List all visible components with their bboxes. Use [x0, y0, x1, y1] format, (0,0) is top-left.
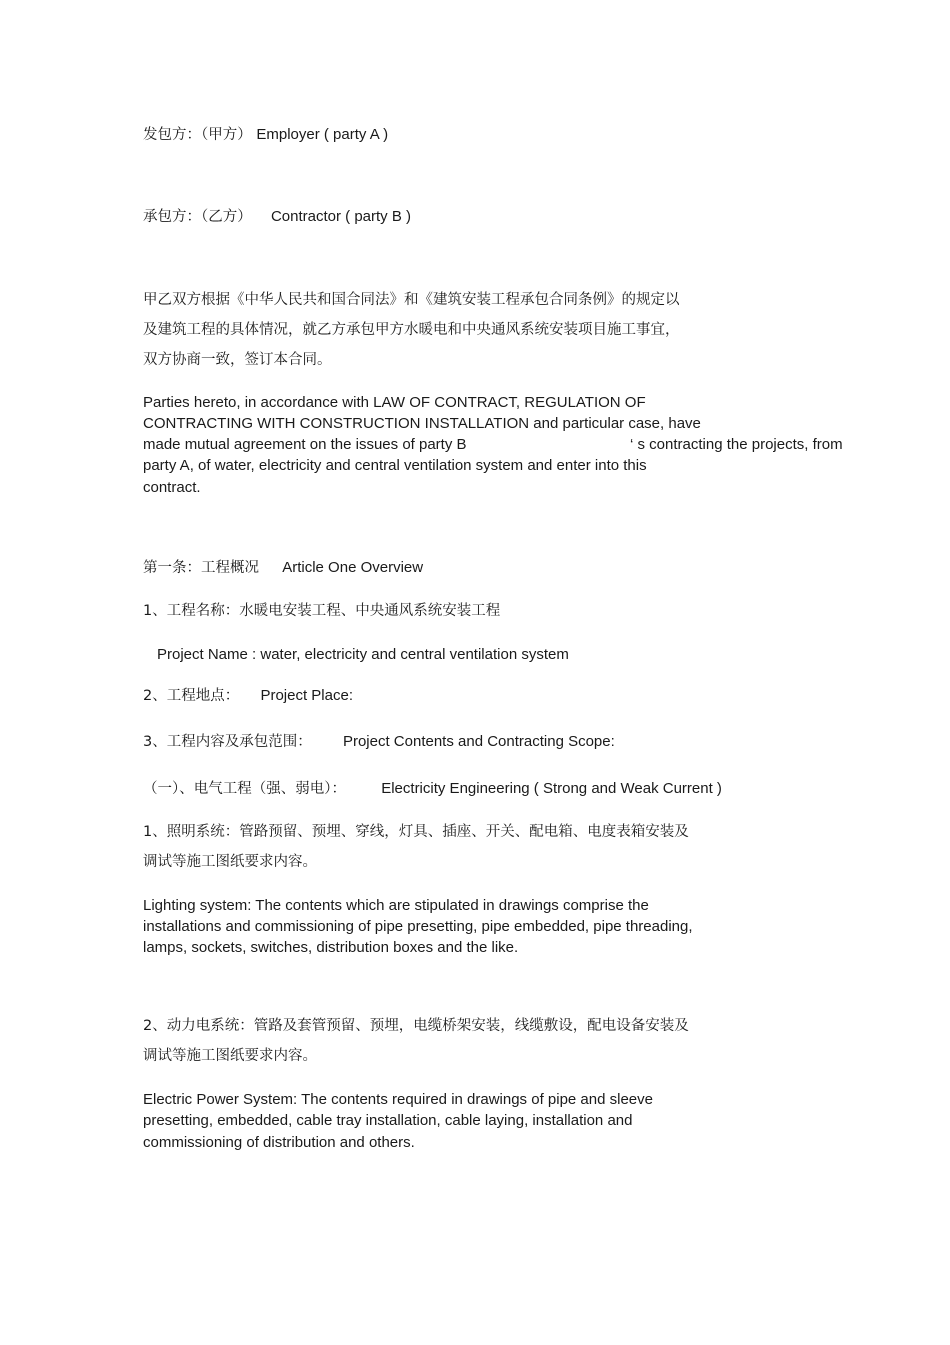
- employer-label-en: Employer ( party A ): [256, 126, 389, 143]
- intro-cn-line-2: 及建筑工程的具体情况，就乙方承包甲方水暖电和中央通风系统安装项目施工事宜，: [143, 322, 680, 338]
- intro-cn-line-3: 双方协商一致，签订本合同。: [143, 352, 332, 368]
- employer-line: [143, 124, 388, 146]
- power-en-line-3: commissioning of distribution and others.: [143, 1134, 415, 1151]
- intro-en-line-4: party A, of water, electricity and central ventilation system and enter into this: [143, 457, 647, 474]
- project-place-line: [143, 685, 353, 707]
- project-contents-cn: 3、工程内容及承包范围：: [143, 734, 312, 750]
- electricity-engineering-en: Electricity Engineering ( Strong and Weak Current ): [381, 780, 722, 797]
- intro-en-line-5: contract.: [143, 479, 201, 496]
- employer-label-cn: 发包方：（甲方）: [143, 127, 252, 143]
- project-contents-line: [143, 731, 615, 753]
- project-contents-en: Project Contents and Contracting Scope:: [342, 733, 615, 750]
- article-one-heading: [143, 557, 423, 579]
- lighting-en-line-1: Lighting system: The contents which are stipulated in drawings comprise the: [143, 897, 649, 914]
- project-place-en: Project Place:: [260, 687, 353, 704]
- power-cn-line-1: 2、动力电系统：管路及套管预留、预埋，电缆桥架安装，线缆敷设，配电设备安装及: [143, 1018, 689, 1034]
- electricity-engineering-cn: （一）、电气工程（强、弱电）：: [143, 781, 346, 797]
- intro-en-line-1: Parties hereto, in accordance with LAW OF CONTRACT, REGULATION OF: [143, 394, 646, 411]
- contractor-label-cn: 承包方：（乙方）: [143, 209, 252, 225]
- electricity-engineering-line: [143, 778, 722, 800]
- lighting-en-line-2: installations and commissioning of pipe presetting, pipe embedded, pipe threading,: [143, 918, 693, 935]
- lighting-en-line-3: lamps, sockets, switches, distribution boxes and the like.: [143, 939, 519, 956]
- power-cn-line-2: 调试等施工图纸要求内容。: [143, 1048, 317, 1064]
- article-one-heading-cn: 第一条：工程概况: [143, 560, 259, 576]
- power-en-line-2: presetting, embedded, cable tray installation, cable laying, installation and: [143, 1112, 633, 1129]
- intro-en-line-3-tail: ‘ s contracting the projects, from: [630, 436, 843, 453]
- contractor-line: [143, 206, 411, 228]
- power-en-line-1: Electric Power System: The contents required in drawings of pipe and sleeve: [143, 1091, 653, 1108]
- lighting-cn-line-1: 1、照明系统：管路预留、预埋、穿线，灯具、插座、开关、配电箱、电度表箱安装及: [143, 824, 689, 840]
- intro-en-line-3: made mutual agreement on the issues of party B: [143, 436, 467, 453]
- project-place-cn: 2、工程地点：: [143, 688, 240, 704]
- lighting-cn-line-2: 调试等施工图纸要求内容。: [143, 854, 317, 870]
- intro-cn-line-1: 甲乙双方根据《中华人民共和国合同法》和《建筑安装工程承包合同条例》的规定以: [143, 292, 680, 308]
- intro-en-line-2: CONTRACTING WITH CONSTRUCTION INSTALLATION and particular case, have: [143, 415, 701, 432]
- contractor-label-en: Contractor ( party B ): [270, 208, 412, 225]
- project-name-en: Project Name : water, electricity and central ventilation system: [157, 646, 569, 663]
- project-name-cn: 1、工程名称：水暖电安装工程、中央通风系统安装工程: [143, 603, 501, 619]
- article-one-heading-en: Article One Overview: [282, 559, 424, 576]
